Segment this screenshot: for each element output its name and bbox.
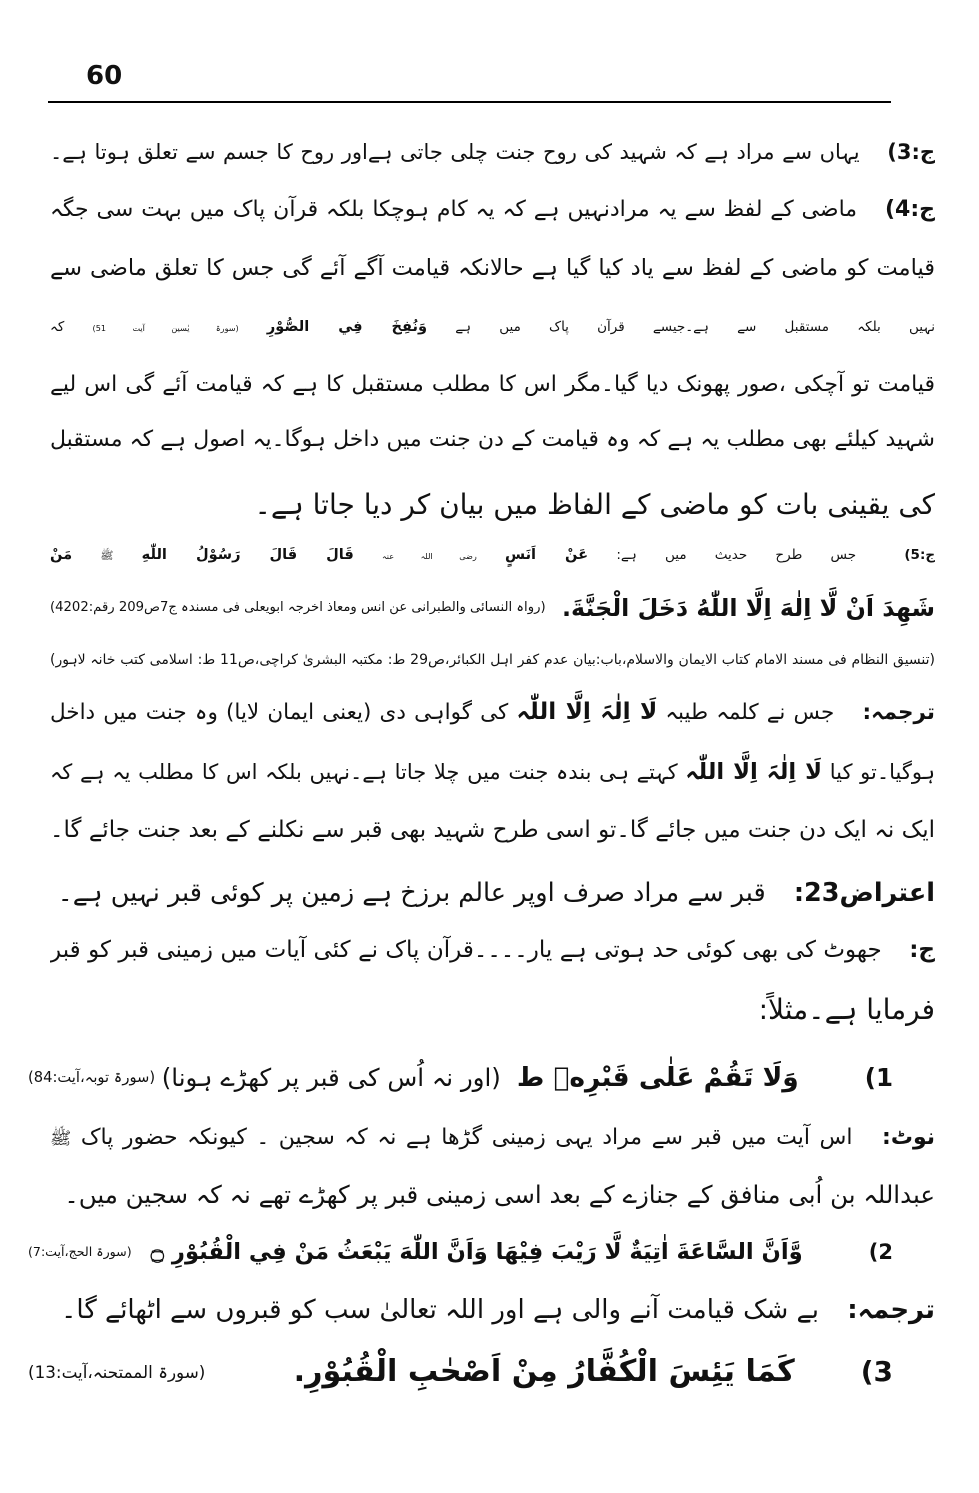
answer3-label: ج:3) — [887, 140, 935, 164]
reply-line1 — [50, 922, 935, 978]
example-verse: وَلَا تَقُمْ عَلٰى قَبْرِهٖ ط — [516, 1062, 799, 1093]
hadith-end: . — [562, 594, 572, 622]
translation1-line2 — [50, 744, 935, 800]
example-verse: وَّاَنَّ السَّاعَةَ اٰتِيَةٌ لَّا رَيْبَ فِيْهَا وَاَنَّ اللّٰهَ يَبْعَثُ مَنْ فِي الْقُبُوْرِ ۝ — [150, 1239, 803, 1265]
answer4-line2 — [50, 240, 935, 296]
kalima-text-repeat: لَا اِلٰہَ اِلَّا اللّٰہ — [685, 759, 822, 785]
answer3-text: یہاں سے مراد ہے کہ شہید کی روح جنت چلی جاتی ہےاور روح کا جسم سے تعلق ہوتا ہے۔ — [50, 140, 860, 164]
answer4-line4 — [50, 357, 935, 413]
note-text1: اس آیت میں قبر سے مراد یہی زمینی گڑھا ہے نہ کہ سجین ۔ کیونکہ حضور پاک — [80, 1125, 853, 1150]
example-reference: (سورۃ الحج،آیت:7) — [28, 1244, 132, 1259]
answer4-line3 — [50, 299, 935, 355]
answer3-line — [50, 124, 935, 180]
answer5-intro: جس طرح حدیث میں ہے: — [616, 547, 857, 563]
example-number: 1) — [864, 1063, 893, 1092]
example-verse: كَمَا يَئِسَ الْكُفَّارُ مِنْ اَصْحٰبِ الْقُبُوْرِ. — [293, 1354, 795, 1389]
note-label: نوٹ: — [882, 1125, 935, 1150]
translation1-text3: ایک نہ ایک دن جنت میں جائے گا۔تو اسی طرح شہید بھی قبر سے نکلنے کے بعد جنت جائے گا۔ — [50, 817, 935, 843]
objection-line — [50, 865, 935, 921]
translation1-label: ترجمہ: — [862, 700, 935, 725]
example-meaning: (اور نہ اُس کی قبر پر کھڑے ہونا) — [161, 1063, 501, 1092]
reply-text1: جھوٹ کی بھی کوئی حد ہوتی ہے یار۔۔۔۔قرآن پاک نے کئی آیات میں زمینی قبر کو قبر — [50, 937, 882, 963]
kalima-text: لَا اِلٰہَ اِلَّا اللّٰہ — [516, 698, 658, 725]
answer4-text3-after: کہ — [50, 319, 65, 335]
translation1-text2b: کہتے ہی بندہ جنت میں چلا جاتا ہے۔نہیں بلکہ اس کا مطلب یہ ہے کہ — [50, 760, 678, 784]
answer4-text6: کی یقینی بات کو ماضی کے الفاظ میں بیان کر دیا جاتا ہے۔ — [254, 488, 935, 521]
translation1-text2a: ہوگیا۔تو کیا — [829, 760, 935, 784]
answer4-verse: وَنُفِخَ فِي الصُّوْرِ — [266, 318, 428, 335]
example-1 — [28, 1050, 935, 1106]
answer4-text5: شہید کیلئے بھی مطلب یہ ہے کہ وہ قیامت کے دن جنت میں داخل ہوگا۔یہ اصول ہے کہ مستقبل — [50, 427, 935, 452]
reply-label: ج: — [909, 937, 935, 963]
translation1-text1a: جس نے کلمہ طیبہ — [665, 700, 835, 725]
answer5-line2 — [50, 580, 935, 636]
answer5-line3 — [50, 642, 935, 678]
example-3 — [28, 1344, 935, 1400]
translation1-text1b: کی گواہی دی (یعنی ایمان لایا) وہ جنت میں داخل — [50, 700, 509, 725]
reply-text2: فرمایا ہے۔مثلاً: — [758, 993, 935, 1026]
answer4-label: ج:4) — [884, 197, 935, 222]
page-number: 60 — [86, 61, 123, 91]
example-number: 2) — [868, 1240, 893, 1264]
example-number: 3) — [860, 1355, 893, 1388]
example-reference: (سورۃ الممتحنہ،آیت:13) — [28, 1362, 206, 1382]
example-2 — [28, 1224, 935, 1280]
translation1-line1 — [50, 684, 935, 740]
reply-line2 — [50, 982, 935, 1038]
answer5-label: ج:5) — [904, 547, 935, 563]
salutation-symbol: ﷺ — [50, 1129, 72, 1149]
translation2-label: ترجمہ: — [847, 1295, 935, 1325]
example-reference: (سورۃ توبہ،آیت:84) — [28, 1069, 156, 1086]
hadith-text-a: عَنْ اَنَسٍ — [504, 546, 589, 563]
answer4-line1 — [50, 182, 935, 238]
answer4-verse-reference: (سورۃ یٰسین آیت 51) — [92, 323, 239, 333]
objection-label: اعتراض23: — [793, 878, 935, 908]
note-line1 — [50, 1110, 935, 1166]
answer4-line5 — [50, 412, 935, 468]
header-rule — [48, 101, 891, 103]
objection-text: قبر سے مراد صرف اوپر عالم برزخ ہے زمین پر کوئی قبر نہیں ہے۔ — [57, 878, 766, 908]
answer4-text1: ماضی کے لفظ سے یہ مرادنہیں ہے کہ یہ کام ہوچکا بلکہ قرآن پاک میں بہت سی جگہ — [50, 197, 858, 222]
answer4-text2: قیامت کو ماضی کے لفظ سے یاد کیا گیا ہے حالانکہ قیامت آگے آئے گی جس کا تعلق ماضی سے — [50, 255, 935, 281]
book-reference: (تنسیق النظام فی مسند الامام کتاب الایمان والاسلام،باب:بیان عدم کفر اہل الکبائر،ص29 ط: مکتبہ البشریٰ کراچی،ص11 ط: اسلامی کتب خانہ لاہور) — [50, 652, 935, 668]
hadith-text-c: مَنْ — [50, 546, 73, 563]
translation2-line — [50, 1282, 935, 1338]
answer4-line6 — [50, 477, 935, 533]
note-line2 — [50, 1167, 935, 1223]
salutation-symbol: ﷺ — [100, 549, 114, 562]
translation1-line3 — [50, 802, 935, 858]
honorific-text: رضی اللہ عنہ — [382, 551, 477, 561]
answer4-text4: قیامت تو آچکی ،صور پھونک دیا گیا۔مگر اس کا مطلب مستقبل کا ہے کہ قیامت آئے گی اس لیے — [50, 372, 935, 397]
hadith-reference: (رواہ النسائی والطبرانی عن انس ومعاذ اخرجہ ابویعلی فی مسندہ ج7ص209 رقم:4202) — [50, 600, 546, 615]
hadith-text-d: شَهِدَ اَنْ لَّا اِلٰهَ اِلَّا اللّٰهُ دَخَلَ الْجَنَّةَ — [571, 594, 935, 622]
translation2-text: بے شک قیامت آنے والی ہے اور اللہ تعالیٰ سب کو قبروں سے اٹھائے گا۔ — [61, 1295, 819, 1325]
answer4-text3-before: نہیں بلکہ مستقبل سے ہے۔جیسے قرآن پاک میں ہے — [455, 319, 935, 335]
hadith-text-b: قَالَ قَالَ رَسُوْلُ اللّٰهِ — [141, 546, 354, 563]
note-text2: عبداللہ بن اُبی منافق کے جنازے کے بعد اسی زمینی قبر پر کھڑے تھے نہ کہ سجین میں۔ — [64, 1180, 935, 1209]
answer5-line1 — [50, 527, 935, 583]
